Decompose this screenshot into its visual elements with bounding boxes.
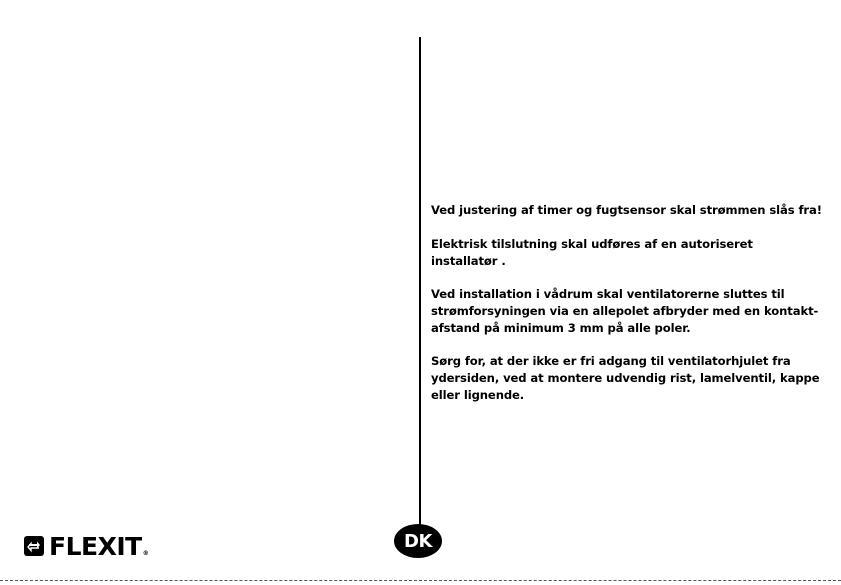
text-line: Ved installation i vådrum skal ventilatorerne sluttes til [431, 287, 785, 301]
text-line: Sørg for, at der ikke er fri adgang til ventilatorhjulet fra [431, 354, 791, 368]
text-line: ydersiden, ved at montere udvendig rist, lamelventil, kappe [431, 371, 820, 385]
paragraph-electrical-connection [431, 236, 831, 270]
paragraph-wet-room-installation [431, 286, 831, 337]
paragraph-power-warning [431, 202, 831, 219]
language-badge [394, 524, 442, 558]
trademark-symbol: ® [142, 550, 149, 557]
bottom-trim-line [0, 580, 841, 581]
flexit-logo-icon [24, 536, 44, 556]
safety-instructions [431, 202, 831, 420]
text-line: eller lignende. [431, 388, 525, 402]
paragraph-fan-wheel-access [431, 353, 831, 404]
text-line: afstand på minimum 3 mm på alle poler. [431, 321, 691, 335]
text-line: installatør . [431, 254, 506, 268]
logo-wordmark: FLEXIT [49, 531, 142, 561]
flexit-logo [24, 533, 149, 559]
text-line: Ved justering af timer og fugtsensor skal strømmen slås fra! [431, 203, 822, 217]
text-line: strømforsyningen via en allepolet afbryder med en kontakt- [431, 304, 819, 318]
text-line: Elektrisk tilslutning skal udføres af en autoriseret [431, 237, 753, 251]
language-code: DK [404, 530, 432, 552]
vertical-divider [419, 37, 421, 527]
